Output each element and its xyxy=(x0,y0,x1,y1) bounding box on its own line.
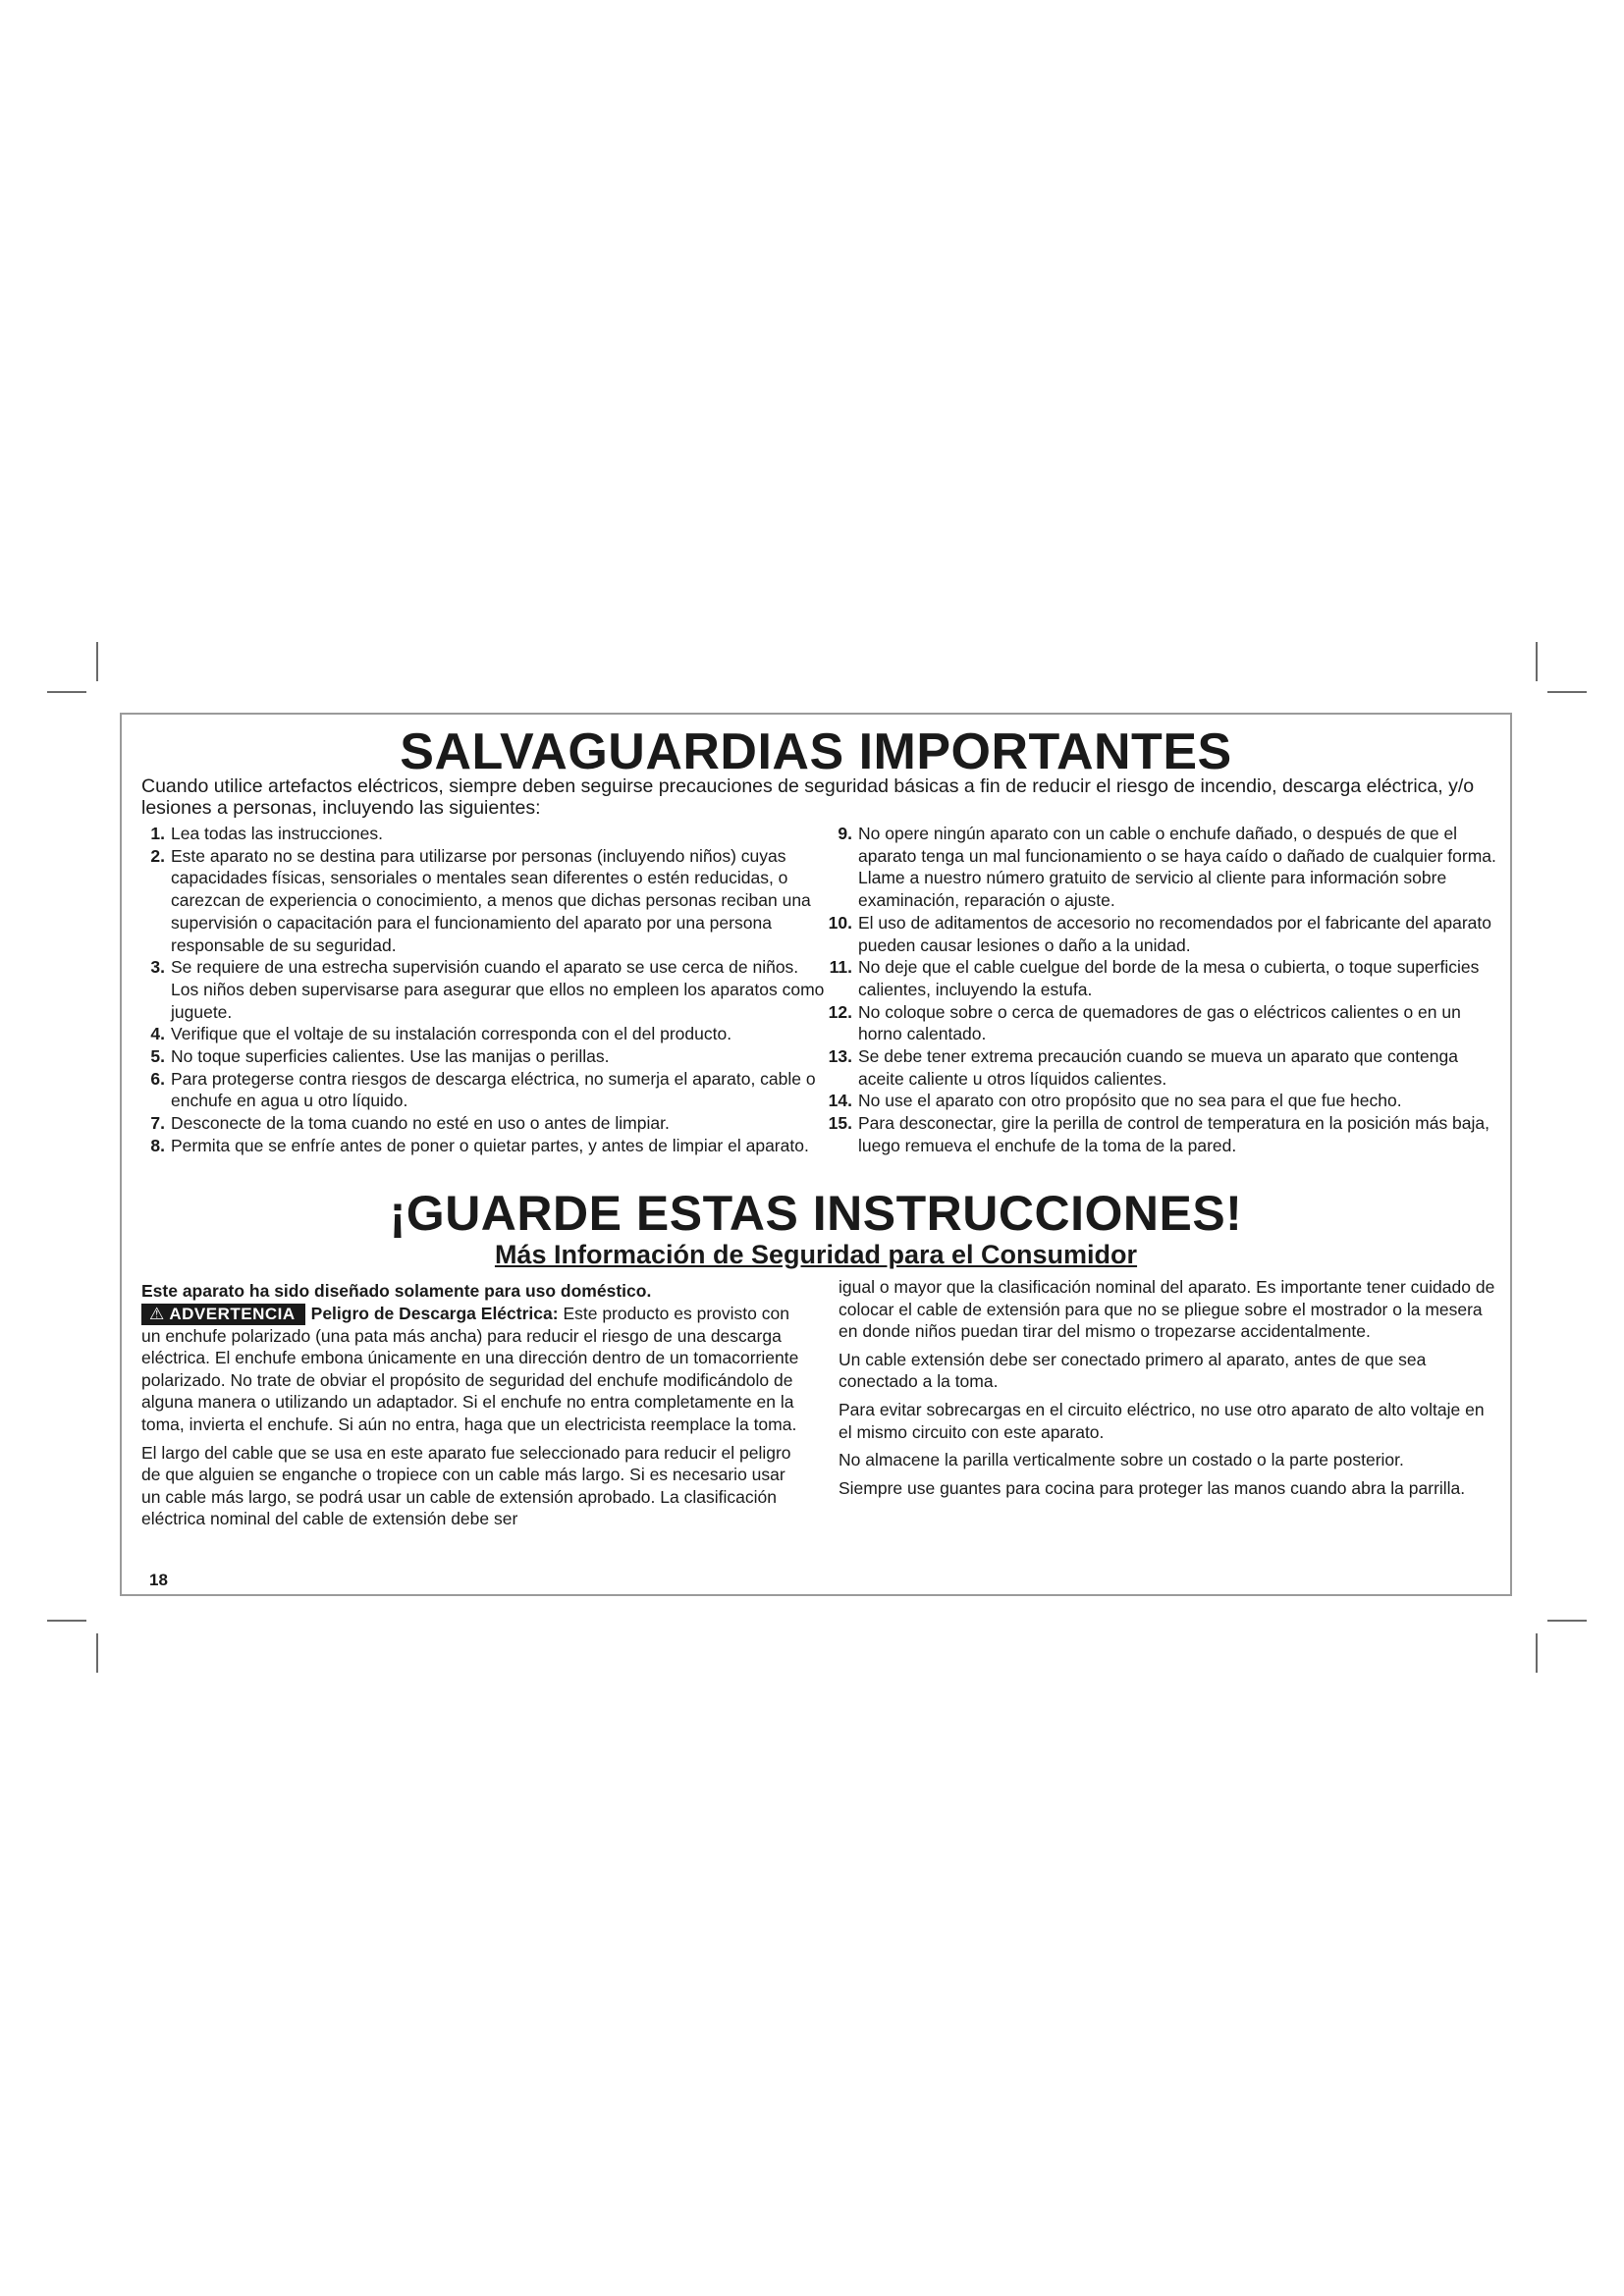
safeguard-text: No coloque sobre o cerca de quemadores de gas o eléctricos calientes o en un horno calentado. xyxy=(858,1001,1461,1044)
page-number: 18 xyxy=(149,1571,168,1589)
crop-mark xyxy=(1547,1620,1587,1622)
page-frame xyxy=(120,713,1512,1596)
safeguard-item xyxy=(137,845,825,957)
safeguard-text: No toque superficies calientes. Use las manijas o perillas. xyxy=(171,1046,610,1067)
safeguard-text: No opere ningún aparato con un cable o enchufe dañado, o después de que el aparato tenga un mal funcionamiento o se haya caído o dañado de cualquier forma. Llame a nuestro número gratuito de servicio al cliente para información sobre examinación, reparación o ajuste. xyxy=(858,824,1496,911)
consumer-info-paragraph: igual o mayor que la clasificación nominal del aparato. Es importante tener cuidado de colocar el cable de extensión para que no se pliegue sobre el mostrador o la mesera en donde niños puedan tirar del mismo o tropezarse accidentalmente. xyxy=(839,1277,1495,1342)
safeguard-item xyxy=(137,1023,825,1045)
safeguard-item xyxy=(825,1001,1502,1045)
crop-mark xyxy=(1547,691,1587,693)
warning-label: ADVERTENCIA xyxy=(169,1304,296,1323)
crop-mark xyxy=(96,1633,98,1673)
safeguard-number: 11. xyxy=(829,957,852,978)
safeguard-item xyxy=(137,823,825,845)
safeguard-text: Desconecte de la toma cuando no esté en uso o antes de limpiar. xyxy=(171,1113,670,1134)
consumer-info-left-column xyxy=(141,1274,801,1536)
safeguard-number: 7. xyxy=(150,1113,165,1134)
crop-mark xyxy=(47,691,86,693)
warning-triangle-icon: ⚠ xyxy=(149,1304,165,1323)
safeguard-item xyxy=(825,823,1502,912)
cord-length-paragraph: El largo del cable que se usa en este aparato fue seleccionado para reducir el peligro de que alguien se enganche o tropiece con un cable más largo. Si es necesario usar un cable más largo, se podrá usar un cable de extensión aprobado. La clasificación eléctrica nominal del cable de extensión debe ser xyxy=(141,1442,791,1529)
crop-mark xyxy=(1536,642,1538,681)
safeguard-number: 15. xyxy=(828,1113,852,1134)
shock-hazard-text: Este producto es provisto con un enchufe polarizado (una pata más ancha) para reducir el riesgo de una descarga eléctrica. El enchufe embona únicamente en una dirección dentro de un tomacorriente polarizado. No trate de obviar el propósito de seguridad del enchufe modificándolo de alguna manera o utilizando un adaptador. Si el enchufe no entra completamente en la toma, invierta el enchufe. Si aún no entra, haga que un electricista reemplace la toma. xyxy=(141,1303,799,1434)
safeguard-number: 10. xyxy=(828,912,852,933)
safeguard-item xyxy=(137,1135,825,1157)
safeguard-text: Para desconectar, gire la perilla de control de temperatura en la posición más baja, luego remueva el enchufe de la toma de la pared. xyxy=(858,1113,1490,1155)
safeguard-number: 8. xyxy=(150,1135,165,1155)
domestic-use-note: Este aparato ha sido diseñado solamente para uso doméstico. xyxy=(141,1281,652,1301)
safeguard-number: 12. xyxy=(828,1001,852,1022)
safeguard-text: Lea todas las instrucciones. xyxy=(171,824,383,843)
shock-hazard-paragraph xyxy=(141,1303,801,1436)
safeguard-text: El uso de aditamentos de accesorio no recomendados por el fabricante del aparato pueden causar lesiones o daño a la unidad. xyxy=(858,912,1491,955)
safeguard-number: 6. xyxy=(150,1068,165,1089)
safeguard-text: No use el aparato con otro propósito que no sea para el que fue hecho. xyxy=(858,1091,1402,1111)
warning-badge xyxy=(141,1304,305,1325)
safeguards-left-column xyxy=(137,823,825,1157)
safeguard-number: 3. xyxy=(150,957,165,978)
safeguard-text: No deje que el cable cuelgue del borde de la mesa o cubierta, o toque superficies calientes, incluyendo la estufa. xyxy=(858,957,1480,999)
safeguard-number: 2. xyxy=(150,845,165,866)
safeguard-item xyxy=(825,1045,1502,1090)
consumer-info-paragraph: Para evitar sobrecargas en el circuito eléctrico, no use otro aparato de alto voltaje en el mismo circuito con este aparato. xyxy=(839,1399,1485,1442)
safeguard-text: Verifique que el voltaje de su instalación corresponda con el del producto. xyxy=(171,1024,732,1044)
safeguard-number: 14. xyxy=(828,1091,852,1111)
crop-mark xyxy=(47,1620,86,1622)
save-instructions-title: ¡GUARDE ESTAS INSTRUCCIONES! xyxy=(389,1186,1243,1241)
safeguard-item xyxy=(137,956,825,1023)
safeguard-item xyxy=(137,1068,825,1112)
safeguard-number: 1. xyxy=(150,824,165,843)
safeguard-text: Este aparato no se destina para utilizarse por personas (incluyendo niños) cuyas capacidades físicas, sensoriales o mentales sean diferentes o estén reducidas, o carezcan de experiencia o conocimiento, a menos que dichas personas reciban una supervisión o capacitación para el funcionamiento del aparato por una persona responsable de su seguridad. xyxy=(171,845,811,955)
safeguard-item xyxy=(825,912,1502,956)
consumer-info-paragraph: Un cable extensión debe ser conectado primero al aparato, antes de que sea conectado a la toma. xyxy=(839,1349,1427,1392)
safeguard-item xyxy=(825,956,1502,1000)
safeguard-text: Se debe tener extrema precaución cuando se mueva un aparato que contenga aceite caliente u otros líquidos calientes. xyxy=(858,1046,1458,1089)
safeguard-number: 9. xyxy=(838,824,852,843)
safeguard-item xyxy=(825,1090,1502,1112)
safeguard-number: 4. xyxy=(150,1024,165,1044)
crop-mark xyxy=(96,642,98,681)
consumer-safety-title: Más Información de Seguridad para el Consumidor xyxy=(494,1240,1138,1269)
shock-hazard-label: Peligro de Descarga Eléctrica: xyxy=(310,1303,559,1323)
safeguard-item xyxy=(137,1112,825,1135)
safeguard-text: Para protegerse contra riesgos de descarga eléctrica, no sumerja el aparato, cable o enchufe en agua u otro líquido. xyxy=(171,1068,816,1111)
consumer-info-paragraph: Siempre use guantes para cocina para proteger las manos cuando abra la parrilla. xyxy=(839,1477,1466,1498)
safeguard-number: 13. xyxy=(828,1046,852,1067)
consumer-info-right-column xyxy=(839,1276,1496,1505)
safeguard-item xyxy=(825,1112,1502,1156)
crop-mark xyxy=(1536,1633,1538,1673)
safeguard-text: Se requiere de una estrecha supervisión cuando el aparato se use cerca de niños. Los niños deben supervisarse para asegurar que ellos no empleen los aparatos como juguete. xyxy=(171,957,825,1022)
page-title: SALVAGUARDIAS IMPORTANTES xyxy=(400,723,1232,780)
safeguard-number: 5. xyxy=(150,1046,165,1067)
safeguard-item xyxy=(137,1045,825,1068)
safeguards-right-column xyxy=(825,823,1502,1157)
consumer-info-paragraph: No almacene la parilla verticalmente sobre un costado o la parte posterior. xyxy=(839,1450,1404,1470)
intro-paragraph: Cuando utilice artefactos eléctricos, siempre deben seguirse precauciones de seguridad básicas a fin de reducir el riesgo de incendio, descarga eléctrica, y/o lesiones a personas, incluyendo las siguientes: xyxy=(141,775,1475,819)
safeguard-text: Permita que se enfríe antes de poner o quietar partes, y antes de limpiar el aparato. xyxy=(171,1135,809,1155)
